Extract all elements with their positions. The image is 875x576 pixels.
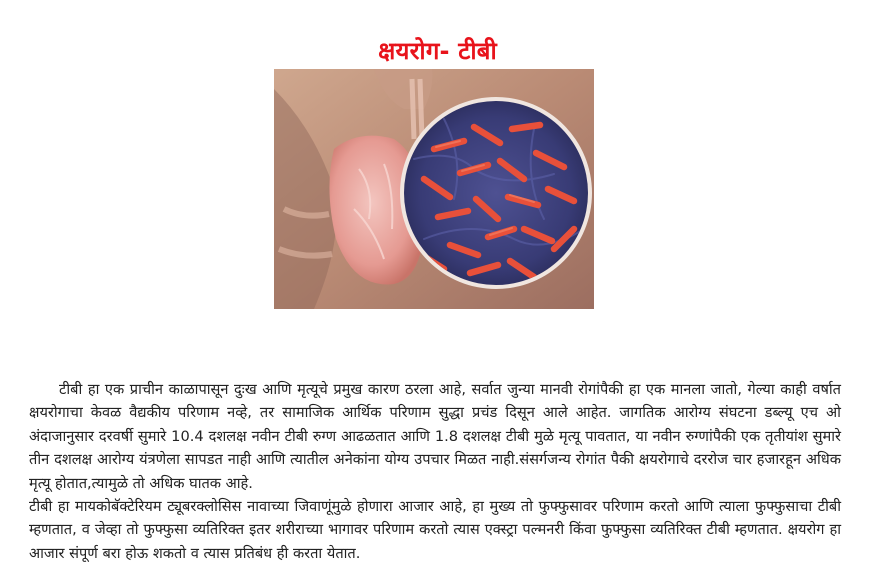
article-paragraph-2: टीबी हा मायकोबॅक्टेरियम ट्यूबरक्लोसिस नावाच्या जिवाणूंमुळे होणारा आजार आहे, हा मुख्य तो फुफ्फुसावर परिणाम करतो आणि त्याला फुफ्फुसाचा टीबी म्हणतात, व जेव्हा तो फुफ्फुसा व्यतिरिक्त इतर शरीराच्या भागावर परिणाम करतो त्यास एक्स्ट्रा पल्मनरी किंवा फुफ्फुसा व्यतिरिक्त टीबी म्हणतात. क्षयरोग हा आजार संपूर्ण बरा होऊ शकतो व त्यास प्रतिबंध ही करता येतात. xyxy=(29,498,841,562)
tb-illustration-image xyxy=(274,69,594,309)
article-paragraph-1: टीबी हा एक प्राचीन काळापासून दुःख आणि मृत्यूचे प्रमुख कारण ठरला आहे, सर्वात जुन्या मानवी रोगांपैकी हा एक मानला जातो, गेल्या काही वर्षात क्षयरोगाचा केवळ वैद्यकीय परिणाम नव्हे, तर सामाजिक आर्थिक परिणाम सुद्धा प्रचंड दिसून आले आहेत. जागतिक आरोग्य संघटना डब्ल्यू एच ओ अंदाजानुसार दरवर्षी सुमारे 10.4 दशलक्ष नवीन टीबी रुग्ण आढळतात आणि 1.8 दशलक्ष टीबी मुळे मृत्यू पावतात, या नवीन रुग्णांपैकी एक तृतीयांश सुमारे तीन दशलक्ष आरोग्य यंत्रणेला सापडत नाही आणि त्यातील अनेकांना योग्य उपचार मिळत नाही.संसर्गजन्य रोगांत पैकी क्षयरोगाचे दररोज चार हजारहून अधिक मृत्यू होतात,त्यामुळे तो अधिक घातक आहे. xyxy=(29,381,841,492)
page-title: क्षयरोग- टीबी xyxy=(378,37,497,66)
article-body xyxy=(29,378,841,565)
lungs-with-tb-bacteria-magnified-icon xyxy=(274,69,594,309)
